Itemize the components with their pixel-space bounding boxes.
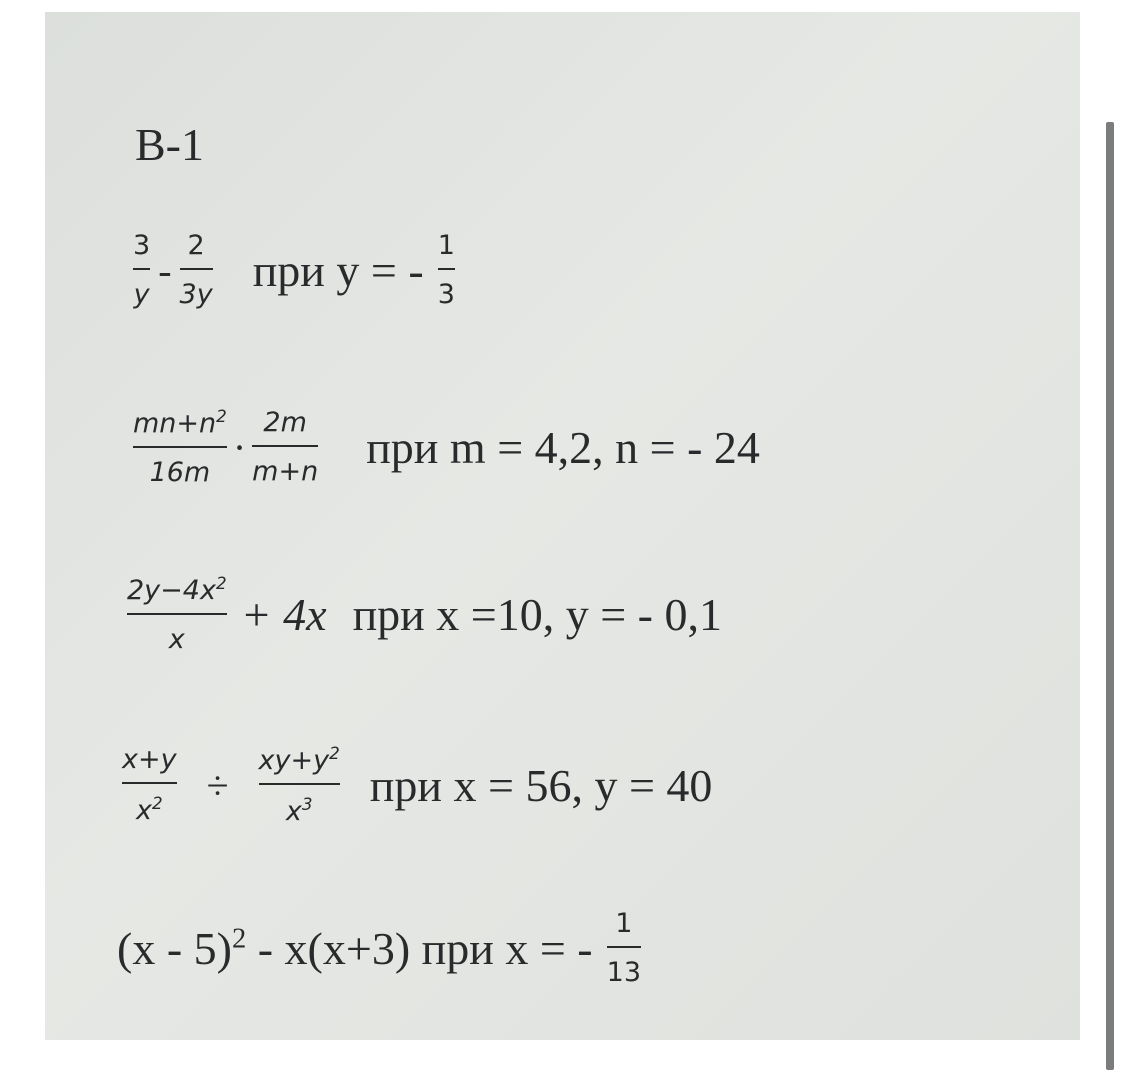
problem-1 bbox=[133, 232, 455, 308]
numerator: $mn+n^2$ bbox=[133, 406, 227, 439]
denominator: 3 bbox=[437, 279, 455, 310]
condition-fraction bbox=[438, 232, 455, 308]
plus-4x-term: + 4x bbox=[240, 588, 327, 640]
condition-text: при х =10, у = - 0,1 bbox=[352, 588, 722, 640]
denominator: x bbox=[168, 624, 185, 655]
denominator: y bbox=[133, 279, 150, 310]
denominator: 13 bbox=[606, 957, 641, 988]
fraction-xy-y2-over-x3 bbox=[259, 745, 340, 825]
minus-operator: - bbox=[158, 247, 172, 293]
denominator: 3y bbox=[179, 279, 213, 310]
denominator: $x^3$ bbox=[285, 794, 313, 827]
numerator: $2y-4x^2$ bbox=[127, 573, 227, 606]
problem-5 bbox=[117, 910, 641, 986]
condition-text: при m = 4,2, n = - 24 bbox=[366, 421, 760, 473]
condition-text: при у = - bbox=[252, 244, 424, 296]
fraction-2m-over-m-plus-n bbox=[252, 409, 318, 485]
numerator: 3 bbox=[133, 230, 151, 261]
scrollbar[interactable] bbox=[1106, 122, 1114, 1070]
multiply-operator: · bbox=[232, 424, 247, 470]
fraction-x-plus-y-over-x2 bbox=[122, 746, 177, 824]
denominator: m+n bbox=[252, 456, 319, 487]
fraction-2-over-3y bbox=[180, 232, 213, 308]
problem-2 bbox=[133, 408, 760, 486]
numerator: 2m bbox=[263, 407, 307, 438]
numerator: 1 bbox=[437, 230, 455, 261]
numerator: x+y bbox=[122, 744, 177, 775]
numerator: 2 bbox=[187, 230, 205, 261]
fraction-mn-over-16m bbox=[133, 408, 227, 486]
denominator: $x^2$ bbox=[135, 793, 163, 826]
numerator: 1 bbox=[615, 908, 633, 939]
divide-operator: ÷ bbox=[206, 762, 229, 808]
fraction-2y-4x2-over-x bbox=[127, 575, 227, 653]
variant-title: В-1 bbox=[135, 119, 204, 170]
numerator: $xy+y^2$ bbox=[258, 743, 340, 776]
condition-text: при х = 56, у = 40 bbox=[369, 759, 713, 811]
problem-4 bbox=[122, 745, 712, 825]
denominator: 16m bbox=[149, 457, 211, 488]
expression-text: (x - 5)$^2$ - x(x+3) при х = - bbox=[117, 922, 593, 974]
condition-fraction bbox=[607, 910, 641, 986]
fraction-3-over-y bbox=[133, 232, 150, 308]
problem-3 bbox=[127, 575, 722, 653]
